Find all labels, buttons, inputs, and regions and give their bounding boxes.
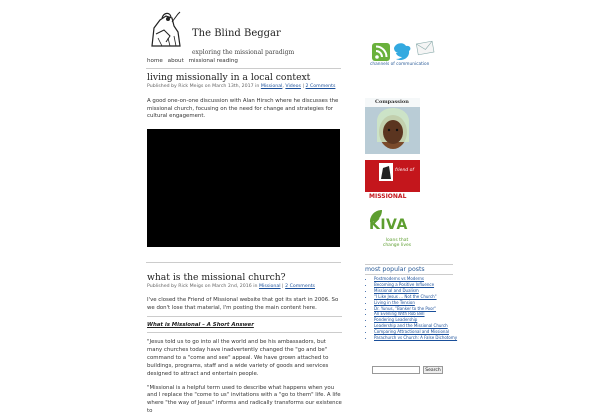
popular-top-rule — [365, 264, 453, 265]
post-1-meta-prefix: Published by Rick Meigs on March 13th, 2017 in — [147, 84, 261, 89]
post-2-para-2: "Missional is a helpful term used to describe what happens when you and I replace the "come to us" invitations with a "go to them" life. A life where "the way of Jesus" informs and radically transforms our existence to — [147, 384, 342, 415]
site-title[interactable]: The Blind Beggar — [192, 28, 281, 39]
post-2-meta: Published by Rick Meigs on March 2nd, 2016 in Missional | 2 Comments — [147, 284, 315, 289]
list-item — [374, 335, 464, 341]
post-2-section-title: What is Missional – A Short Answer — [147, 322, 254, 329]
compassion-ad[interactable] — [365, 98, 420, 154]
post-1-category-missional[interactable]: Missional — [260, 84, 283, 89]
site-header — [144, 8, 344, 56]
nav-missional-reading[interactable]: missional reading — [188, 58, 238, 64]
popular-post-link[interactable]: Becoming a Positive Influence — [374, 281, 435, 287]
post-1 — [147, 72, 342, 247]
post-1-comments-link[interactable]: 2 Comments — [305, 84, 336, 89]
post-2-para-1: "Jesus told us to go into all the world and be his ambassadors, but many churches today have inadvertently changed the "go and be" command to a "come and see" appeal. We have grown attached to buildings, programs, staff and a wide variety of goods and services designed to attract and entertain people. — [147, 339, 329, 377]
site-tagline: exploring the missional paradigm — [192, 49, 295, 56]
communication-icons — [372, 40, 436, 62]
post-2-title[interactable]: what is the missional church? — [147, 272, 286, 283]
popular-posts-list — [369, 276, 464, 341]
main-nav — [147, 58, 241, 64]
post-2-intro: I've closed the Friend of Missional website that got its start in 2006. So we don't lose that material, I'm posting the main content here. — [147, 296, 339, 311]
post-1-video-embed[interactable] — [147, 129, 340, 247]
popular-post-link[interactable]: Dr. Yunus, "Banker to the Poor" — [374, 305, 437, 311]
missional-label: MISSIONAL — [369, 193, 407, 200]
post-1-category-videos[interactable]: Videos — [285, 84, 301, 89]
post-1-excerpt: A good one-on-one discussion with Alan Hirsch where he discusses the missional church, focusing on the need for change and strategies for cultural engagement. — [147, 97, 339, 120]
popular-post-link[interactable]: Living in the Tension — [374, 299, 415, 305]
popular-post-link[interactable]: Missional and Dualism — [374, 287, 419, 293]
communication-label[interactable]: channels of communication — [370, 62, 430, 67]
friend-of-label: friend of — [395, 168, 414, 173]
friend-of-missional-ad[interactable] — [365, 160, 420, 202]
popular-post-link[interactable]: Comparing Attractional and Missional — [374, 329, 450, 335]
post-1-meta: Published by Rick Meigs on March 13th, 2017 in Missional, Videos | 2 Comments — [147, 84, 336, 89]
popular-heading-rule — [365, 274, 453, 275]
blind-beggar-logo-icon[interactable] — [144, 8, 186, 50]
kiva-sub-label: loans that change lives — [382, 238, 412, 249]
post-2-rule-2 — [147, 332, 342, 333]
search-input[interactable] — [372, 366, 420, 374]
popular-post-link[interactable]: Pondering Leadership — [374, 317, 418, 323]
post-1-title[interactable]: living missionally in a local context — [147, 72, 311, 83]
post-2-comments-link[interactable]: 2 Comments — [285, 284, 315, 289]
kiva-label: KIVA — [369, 217, 408, 233]
post-2-rule — [147, 316, 342, 317]
post-2 — [147, 272, 342, 416]
nav-about[interactable]: about — [167, 58, 184, 64]
popular-post-link[interactable]: An Evening With Rob Bell — [374, 311, 425, 317]
nav-divider — [146, 68, 341, 69]
compassion-ad-label: Compassion — [375, 99, 409, 105]
kiva-ad[interactable] — [365, 208, 420, 254]
post-2-meta-prefix: Published by Rick Meigs on March 2nd, 2016 in — [147, 284, 259, 289]
popular-post-link[interactable]: Postmoderns vs Moderns — [374, 276, 424, 281]
popular-post-link[interactable]: Leadership and the Missional Church — [374, 323, 448, 329]
nav-home[interactable]: home — [147, 58, 163, 64]
popular-post-link[interactable]: Parachurch vs Church: A False Dichotomy — [374, 335, 458, 341]
popular-post-link[interactable]: "I Like Jesus … Not the Church" — [374, 293, 437, 299]
search-button[interactable]: Search — [423, 366, 443, 374]
popular-posts-heading: most popular posts — [365, 266, 425, 273]
rss-twitter-email-icons[interactable] — [372, 40, 436, 62]
post-2-category-missional[interactable]: Missional — [258, 284, 281, 289]
post-divider — [146, 262, 341, 263]
